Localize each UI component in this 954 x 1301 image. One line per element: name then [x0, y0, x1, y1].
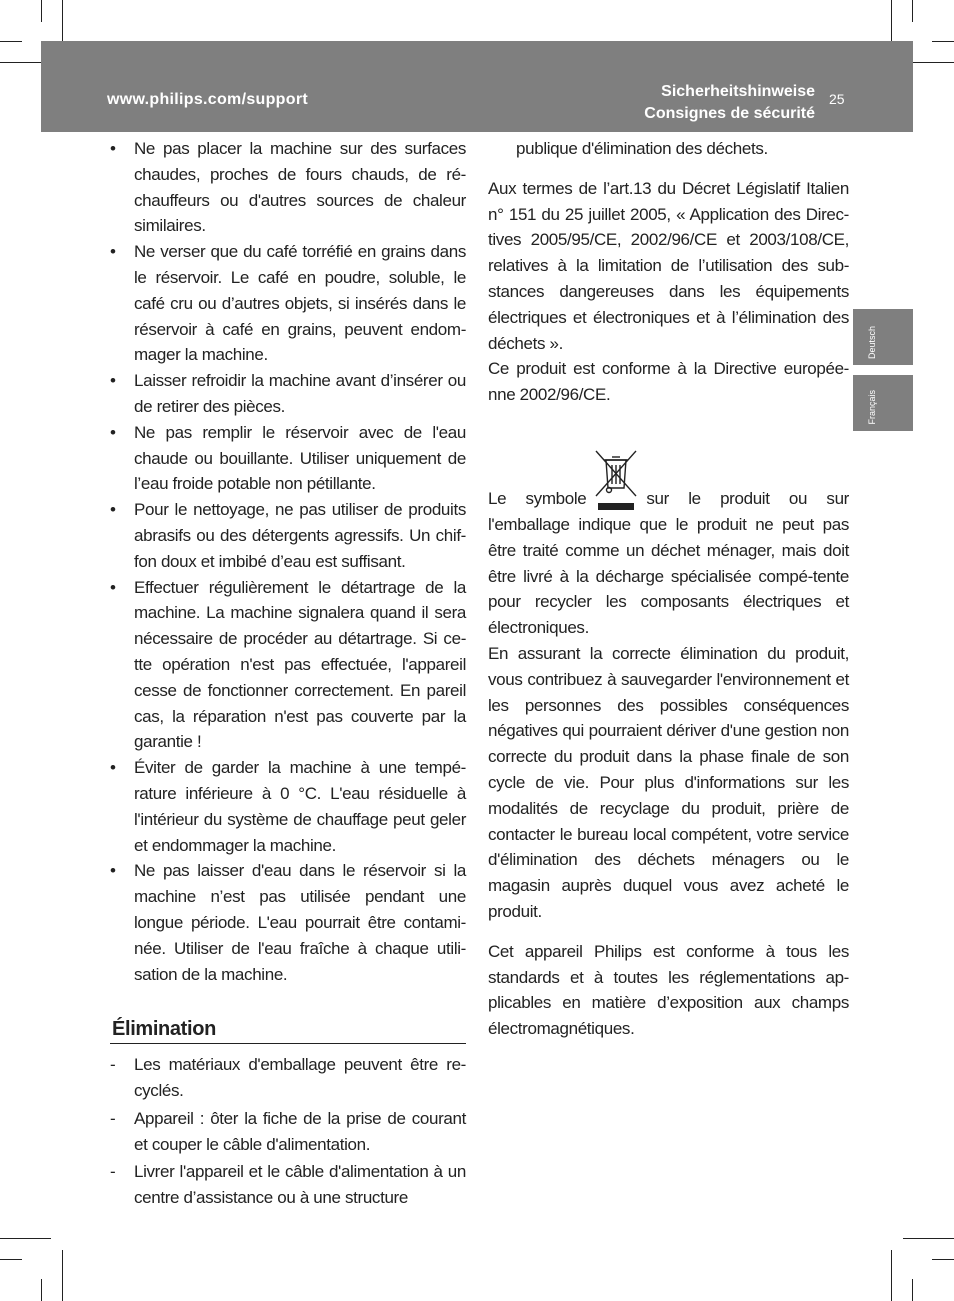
- crop-mark: [903, 1238, 954, 1239]
- list-item: - Livrer l'appareil et le câble d'alimentation à un centre d’assistance ou à une structure: [110, 1159, 466, 1211]
- list-item: • Ne pas laisser d'eau dans le réservoir si la machine n’est pas utilisée pendant une longue période. L'eau pourrait être contami-née. Utiliser de l'eau fraîche à chaque utili-sation de la machine.: [110, 858, 466, 987]
- disposal-dash-list: [110, 1052, 466, 1211]
- environment-paragraph: En assurant la correcte élimination du produit, vous contribuez à sauvegarder l'environnement et les personnes des possibles conséquences négatives qui pourraient dériver d'une gestion non correcte du produit dans la phase finale de son cycle de vie. Pour plus d'informations sur les modalités de recyclage du produit, prière de contacter le bureau local compétent, votre service d'élimination des déchets ménagers ou le magasin auprès duquel vous avez acheté le produit.: [488, 643, 849, 921]
- header-title-de: Sicherheitshinweise: [661, 83, 815, 100]
- language-tab-label: Deutsch: [867, 325, 877, 359]
- header-titles: [644, 81, 815, 125]
- list-item: • Ne pas remplir le réservoir avec de l'eau chaude ou bouillante. Utiliser uniquement de l’eau froide potable non pétillante.: [110, 420, 466, 497]
- safety-bullet-list: [110, 136, 466, 987]
- language-tab-deutsch: [853, 309, 913, 365]
- list-item: • Effectuer régulièrement le détartrage de la machine. La machine signalera quand il sera nécessaire de procéder au détartrage. Si ce-tte opération n'est pas effectuée, l'appareil cesse de fonctionner correctement. En pareil cas, la réparation n'est pas couverte par la garantie !: [110, 575, 466, 756]
- crop-mark: [932, 41, 954, 42]
- legal-paragraph: Aux termes de l’art.13 du Décret Législatif Italien n° 151 du 25 juillet 2005, « Application des Direc-tives 2005/95/CE, 2002/96/CE et 2003/108/CE, relatives à la limitation de l’utilisation des sub-stances dangereuses dans les équipements électriques et électroniques et à l’élimination des déchets ».: [488, 178, 849, 353]
- emf-paragraph: Cet appareil Philips est conforme à tous les standards et à toutes les réglementations ap-plicables en matière d’exposition aux champs électromagnétiques.: [488, 941, 849, 1039]
- list-item: • Pour le nettoyage, ne pas utiliser de produits abrasifs ou des détergents agressifs. Un chif-fon doux et imbibé d’eau est suffisant.: [110, 497, 466, 574]
- crop-mark: [912, 1279, 913, 1301]
- page-number: 25: [829, 91, 845, 107]
- language-tab-francais: [853, 375, 913, 431]
- continued-text: publique d'élimination des déchets.: [516, 139, 768, 158]
- header-title-fr: Consignes de sécurité: [644, 105, 815, 122]
- crop-mark: [0, 41, 22, 42]
- crossed-out-wheeled-bin-icon: [592, 448, 640, 512]
- left-column: [110, 136, 466, 1213]
- language-tab-label: Français: [867, 390, 877, 425]
- page-header: [41, 41, 913, 132]
- list-item: • Ne verser que du café torréfié en grains dans le réservoir. Le café en poudre, soluble, le café cru ou d’autres objets, si insérés dans le réservoir à café en grains, peuvent endom-mager la machine.: [110, 239, 466, 368]
- right-column: [488, 136, 849, 1042]
- list-item: • Laisser refroidir la machine avant d’insérer ou de retirer des pièces.: [110, 368, 466, 420]
- symbol-paragraph: [488, 448, 849, 641]
- list-item: • Ne pas placer la machine sur des surfaces chaudes, proches de fours chauds, de ré-chauffeurs ou d'autres sources de chaleur similaires.: [110, 136, 466, 239]
- crop-mark: [0, 1238, 51, 1239]
- directive-paragraph: Ce produit est conforme à la Directive europée-nne 2002/96/CE.: [488, 359, 849, 405]
- symbol-text-after: sur le produit ou sur l'emballage indique que le produit ne peut pas être traité comme un déchet ménager, mais doit être livré à la décharge spécialisée compé-tente pour recycler les composants électriques et électroniques.: [488, 489, 849, 638]
- crop-mark: [0, 1259, 22, 1260]
- list-item: - Appareil : ôter la fiche de la prise de courant et couper le câble d'alimentation.: [110, 1106, 466, 1158]
- list-item: - Les matériaux d'emballage peuvent être re-cyclés.: [110, 1052, 466, 1104]
- crop-mark: [891, 1250, 892, 1301]
- symbol-text-before: Le symbole: [488, 489, 587, 509]
- crop-mark: [912, 0, 913, 22]
- crop-mark: [932, 1259, 954, 1260]
- support-url: www.philips.com/support: [107, 91, 308, 108]
- crop-mark: [62, 1250, 63, 1301]
- list-item: • Éviter de garder la machine à une tempé-rature inférieure à 0 °C. L'eau résiduelle à l'intérieur du système de chauffage peut geler et endommager la machine.: [110, 755, 466, 858]
- crop-mark: [41, 0, 42, 22]
- crop-mark: [41, 1279, 42, 1301]
- section-title-elimination: Élimination: [110, 1015, 466, 1044]
